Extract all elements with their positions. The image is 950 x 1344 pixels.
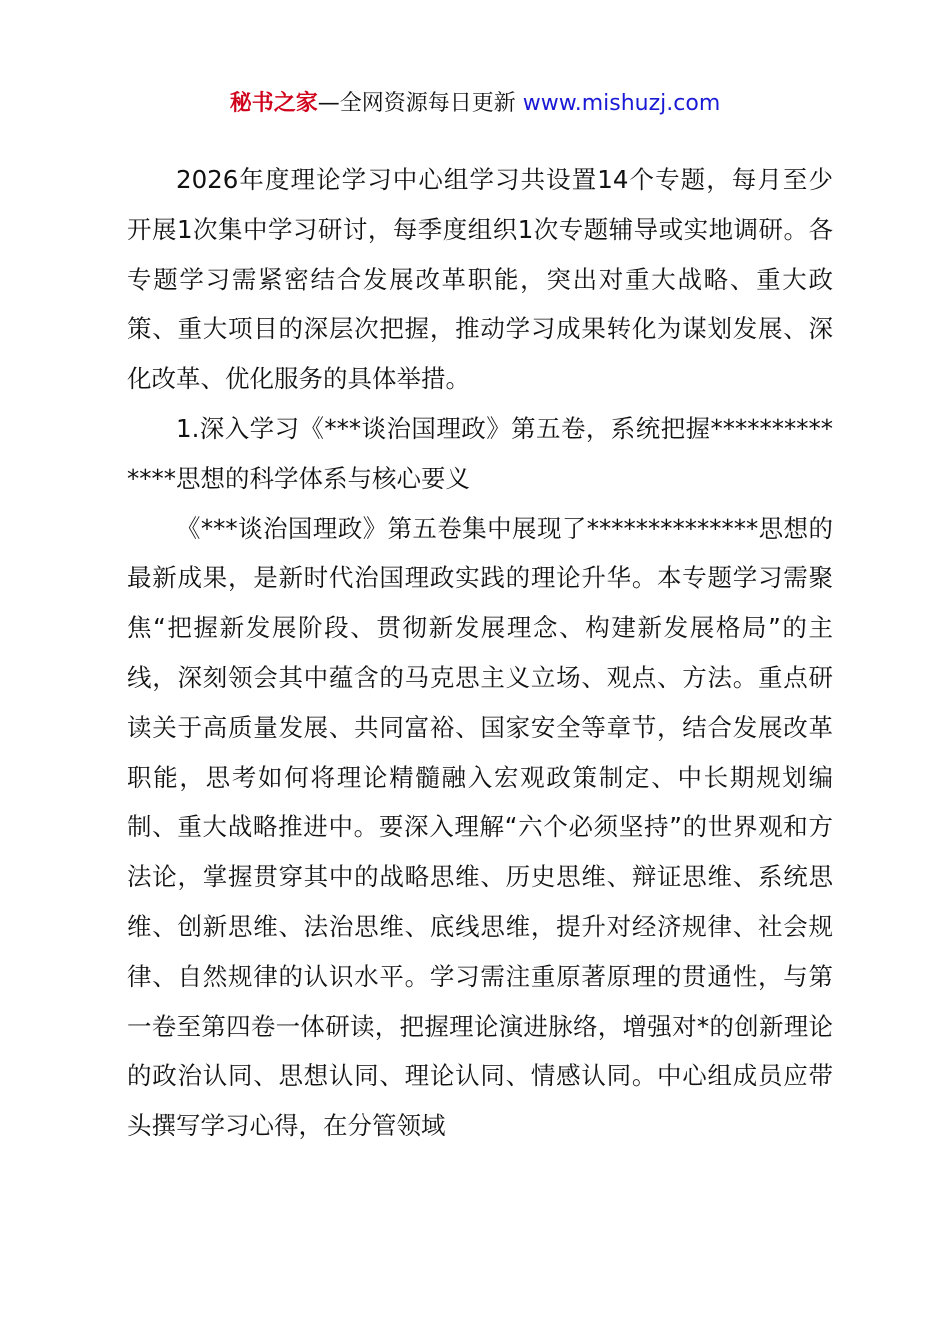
document-body bbox=[127, 155, 833, 1151]
page-header bbox=[0, 86, 950, 122]
header-brand: 秘书之家 bbox=[229, 91, 318, 116]
paragraph-section-1: 《***谈治国理政》第五卷集中展现了**************思想的最新成果，是新时代治国理政实践的理论升华。本专题学习需聚焦“把握新发展阶段、贯彻新发展理念、构建新发展格局”的主线，深刻领会其中蕴含的马克思主义立场、观点、方法。重点研读关于高质量发展、共同富裕、国家安全等章节，结合发展改革职能，思考如何将理论精髓融入宏观政策制定、中长期规划编制、重大战略推进中。要深入理解“六个必须坚持”的世界观和方法论，掌握贯穿其中的战略思维、历史思维、辩证思维、系统思维、创新思维、法治思维、底线思维，提升对经济规律、社会规律、自然规律的认识水平。学习需注重原著原理的贯通性，与第一卷至第四卷一体研读，把握理论演进脉络，增强对*的创新理论的政治认同、思想认同、理论认同、情感认同。中心组成员应带头撰写学习心得，在分管领域 bbox=[127, 513, 833, 1141]
header-url[interactable]: www.mishuzj.com bbox=[522, 91, 721, 116]
section-heading-1: 1.深入学习《***谈治国理政》第五卷，系统把握**************思想的科学体系与核心要义 bbox=[127, 413, 833, 493]
paragraph-intro: 2026年度理论学习中心组学习共设置14个专题，每月至少开展1次集中学习研讨，每季度组织1次专题辅导或实地调研。各专题学习需紧密结合发展改革职能，突出对重大战略、重大政策、重大项目的深层次把握，推动学习成果转化为谋划发展、深化改革、优化服务的具体举措。 bbox=[127, 165, 833, 394]
header-tagline: —全网资源每日更新 bbox=[317, 91, 523, 116]
